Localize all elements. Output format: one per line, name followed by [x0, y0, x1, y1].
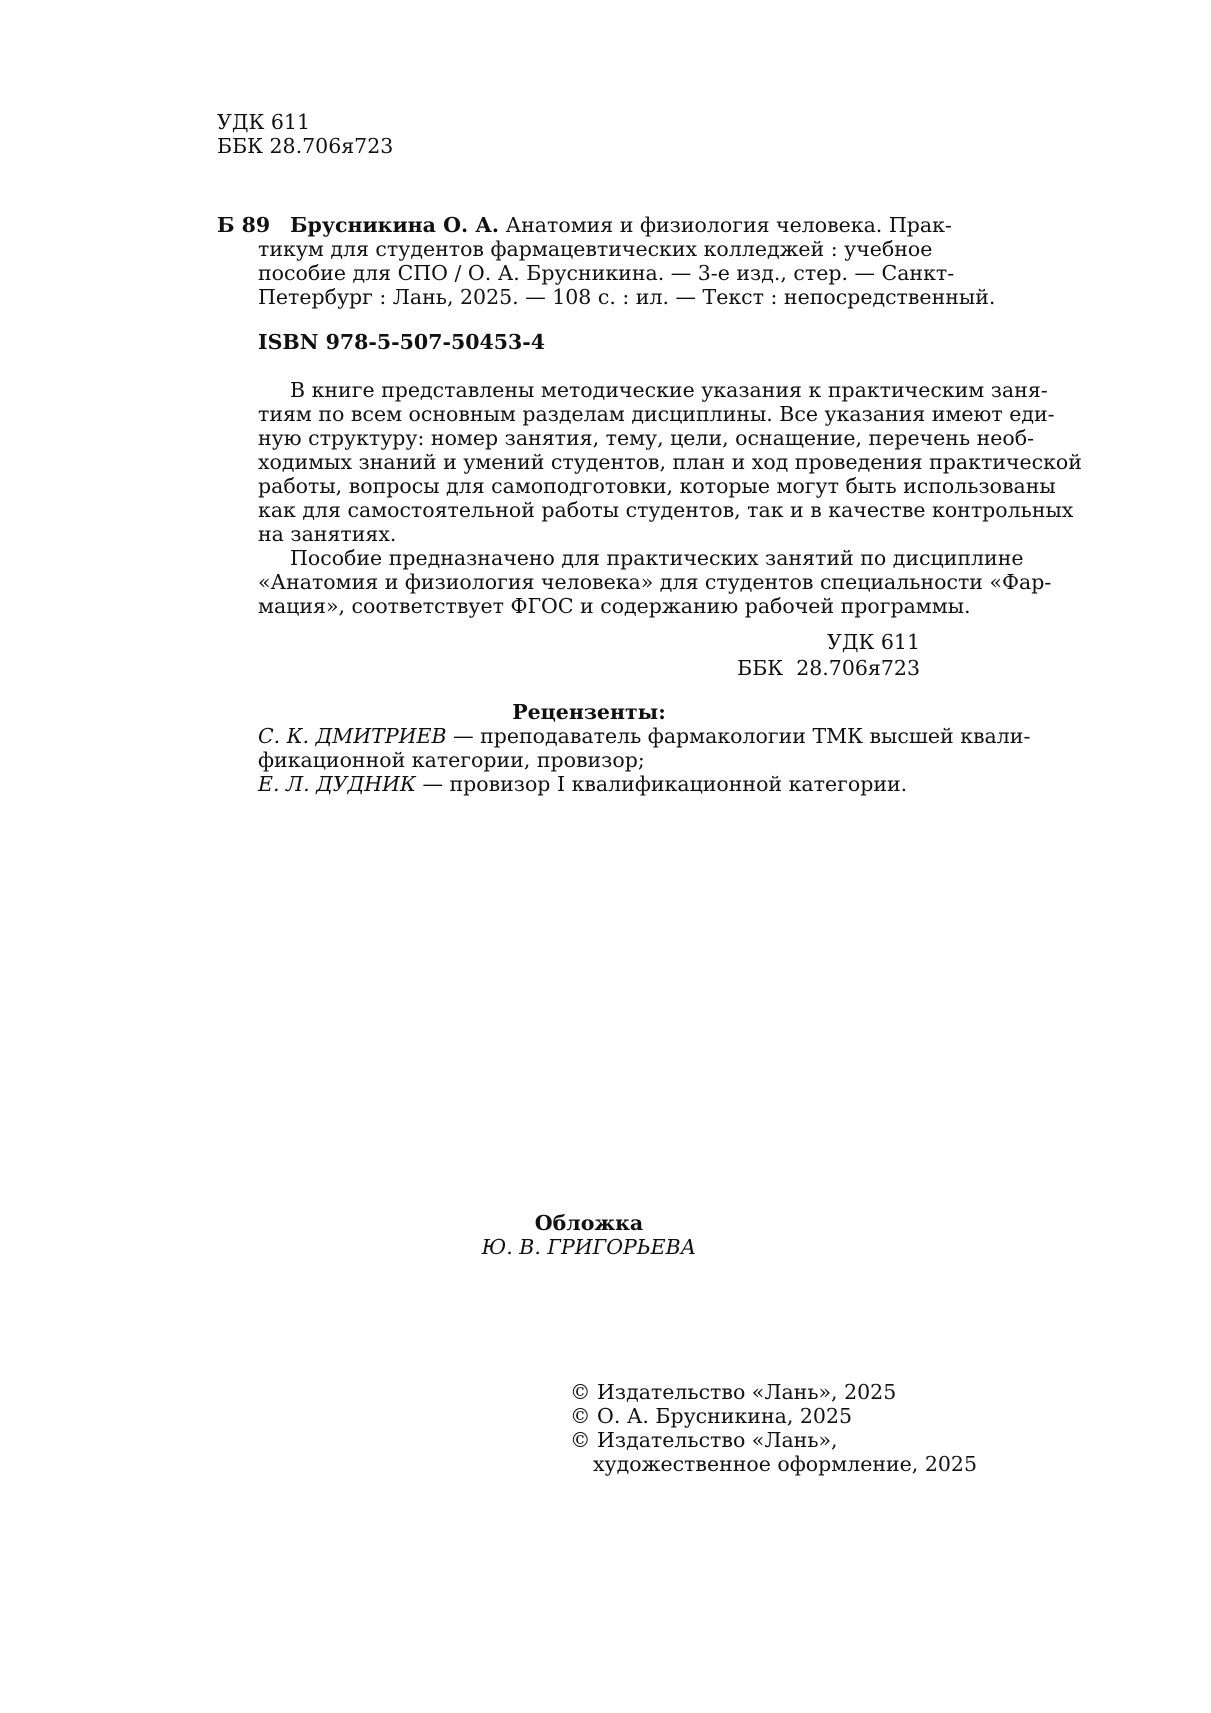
abstract-line: ную структуру: номер занятия, тему, цели, оснащение, перечень необ-	[258, 426, 1035, 450]
abstract-line: мация», соответствует ФГОС и содержанию рабочей программы.	[258, 594, 971, 618]
reviewer-2	[258, 772, 907, 796]
reviewer-2-name: Е. Л. ДУДНИК	[258, 772, 416, 796]
catalog-line-1-rest: Анатомия и физиология человека. Прак-	[505, 213, 952, 237]
bbk-top: ББК 28.706я723	[217, 134, 394, 158]
copyright-line: © Издательство «Лань»,	[570, 1428, 838, 1452]
cover-designer: Ю. В. ГРИГОРЬЕВА	[481, 1235, 697, 1259]
udk-top: УДК 611	[217, 110, 310, 134]
catalog-code: Б 89	[217, 213, 271, 237]
reviewers-heading: Рецензенты:	[512, 700, 666, 724]
reviewer-1-text: — преподаватель фармакологии ТМК высшей квали-	[453, 724, 1031, 748]
udk-right: УДК 611	[827, 630, 920, 654]
abstract-line: работы, вопросы для самоподготовки, которые могут быть использованы	[258, 474, 1056, 498]
reviewer-1-cont: фикационной категории, провизор;	[258, 748, 645, 772]
catalog-line-1	[290, 213, 952, 237]
catalog-line-2: тикум для студентов фармацевтических колледжей : учебное	[258, 237, 933, 261]
isbn: ISBN 978-5-507-50453-4	[258, 330, 546, 354]
catalog-line-4: Петербург : Лань, 2025. — 108 с. : ил. — Текст : непосредственный.	[258, 285, 996, 309]
copyright-line: © Издательство «Лань», 2025	[570, 1380, 897, 1404]
copyright-line: художественное оформление, 2025	[593, 1452, 978, 1476]
abstract-line: тиям по всем основным разделам дисциплины. Все указания имеют еди-	[258, 402, 1055, 426]
abstract-line: как для самостоятельной работы студентов, так и в качестве контрольных	[258, 498, 1074, 522]
catalog-author: Брусникина О. А.	[290, 213, 500, 237]
catalog-line-3: пособие для СПО / О. А. Брусникина. — 3-е изд., стер. — Санкт-	[258, 261, 955, 285]
reviewer-1	[258, 724, 1031, 748]
reviewer-1-name: С. К. ДМИТРИЕВ	[258, 724, 447, 748]
bbk-right: ББК 28.706я723	[737, 656, 920, 680]
abstract-line: «Анатомия и физиология человека» для студентов специальности «Фар-	[258, 570, 1052, 594]
copyright-line: © О. А. Брусникина, 2025	[570, 1404, 853, 1428]
abstract-line: Пособие предназначено для практических занятий по дисциплине	[290, 546, 1024, 570]
abstract-line: В книге представлены методические указания к практическим заня-	[290, 378, 1048, 402]
cover-heading: Обложка	[534, 1211, 644, 1235]
abstract-line: ходимых знаний и умений студентов, план и ход проведения практической	[258, 450, 1082, 474]
reviewer-2-text: — провизор I квалификационной категории.	[422, 772, 908, 796]
abstract-line: на занятиях.	[258, 522, 397, 546]
